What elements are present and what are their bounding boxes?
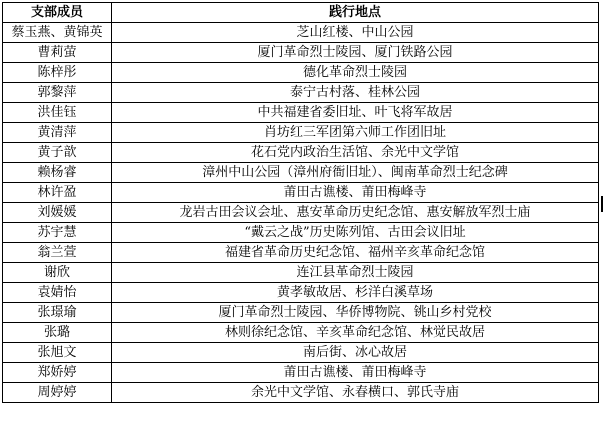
member-cell: 黄子歆 [3,143,112,163]
location-cell: 厦门革命烈士陵园、厦门铁路公园 [112,43,599,63]
member-cell: 陈梓彤 [3,63,112,83]
member-cell: 苏宇慧 [3,223,112,243]
header-locations: 践行地点 [112,3,599,23]
table-row [3,43,599,63]
table-row [3,63,599,83]
location-cell: 连江县革命烈士陵园 [112,263,599,283]
location-cell: 中共福建省委旧址、叶飞将军故居 [112,103,599,123]
location-cell: 莆田古谯楼、莆田梅峰寺 [112,363,599,383]
table-row [3,183,599,203]
location-cell: 德化革命烈士陵园 [112,63,599,83]
table-row [3,283,599,303]
table-row [3,383,599,403]
location-cell: 花石党内政治生活馆、余光中文学馆 [112,143,599,163]
table-body [3,23,599,403]
table-row [3,103,599,123]
member-cell: 黄清萍 [3,123,112,143]
header-members: 支部成员 [3,3,112,23]
location-cell: 黄孝敏故居、杉洋白溪草场 [112,283,599,303]
member-cell: 刘媛媛 [3,203,112,223]
location-cell: 肖坊红三军团第六师工作团旧址 [112,123,599,143]
member-cell: 张旭文 [3,343,112,363]
member-cell: 洪佳钰 [3,103,112,123]
table-row [3,323,599,343]
member-cell: 袁婧怡 [3,283,112,303]
table-row [3,363,599,383]
member-cell: 郑娇婷 [3,363,112,383]
location-cell: 南后街、冰心故居 [112,343,599,363]
table-row [3,163,599,183]
member-cell: 张璐 [3,323,112,343]
member-location-table [2,2,599,403]
location-cell: 漳州中山公园（漳州府衙旧址）、闽南革命烈士纪念碑 [112,163,599,183]
member-cell: 蔡玉燕、黄锦英 [3,23,112,43]
table-row [3,243,599,263]
member-cell: 赖杨睿 [3,163,112,183]
table-row [3,123,599,143]
member-cell: 林许盈 [3,183,112,203]
text-cursor [601,196,603,212]
location-cell: 余光中文学馆、永春横口、郭氏寺庙 [112,383,599,403]
member-cell: 曹莉萤 [3,43,112,63]
table-row [3,223,599,243]
location-cell: 龙岩古田会议会址、惠安革命历史纪念馆、惠安解放军烈士庙 [112,203,599,223]
member-cell: 谢欣 [3,263,112,283]
table-row [3,303,599,323]
table-row [3,343,599,363]
location-cell: 林则徐纪念馆、辛亥革命纪念馆、林觉民故居 [112,323,599,343]
location-cell: 福建省革命历史纪念馆、福州辛亥革命纪念馆 [112,243,599,263]
table-row [3,23,599,43]
location-cell: 泰宁古村落、桂林公园 [112,83,599,103]
member-cell: 张璟瑜 [3,303,112,323]
member-cell: 翁兰萱 [3,243,112,263]
member-cell: 郭黎萍 [3,83,112,103]
location-cell: “戴云之战”历史陈列馆、古田会议旧址 [112,223,599,243]
table-row [3,83,599,103]
location-cell: 莆田古谯楼、莆田梅峰寺 [112,183,599,203]
table-row [3,143,599,163]
table-row [3,203,599,223]
location-cell: 厦门革命烈士陵园、华侨博物院、铫山乡村党校 [112,303,599,323]
location-cell: 芝山红楼、中山公园 [112,23,599,43]
member-cell: 周婷婷 [3,383,112,403]
table-header-row [3,3,599,23]
table-row [3,263,599,283]
member-location-table-container [2,2,598,403]
